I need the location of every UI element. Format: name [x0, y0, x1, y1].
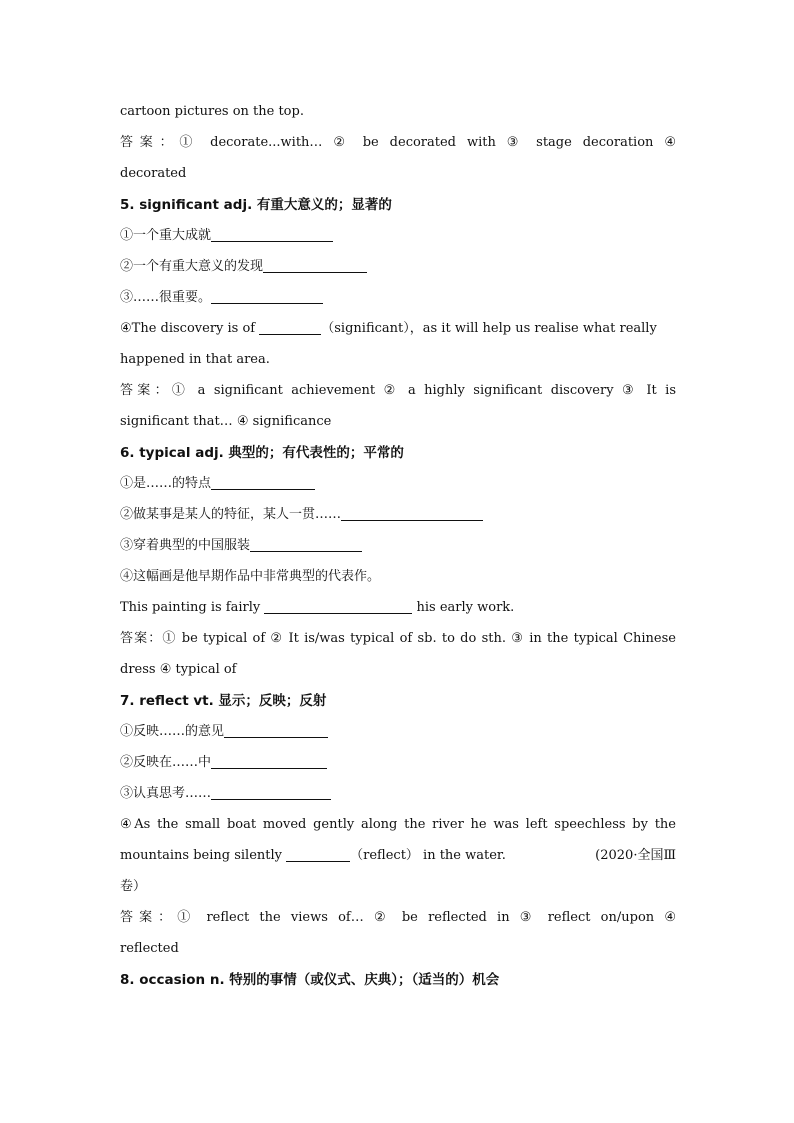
- heading-text: 7. reflect vt. 显示；反映；反射: [120, 693, 327, 709]
- exercise-line: [120, 720, 676, 751]
- exercise-text: ①一个重大成就: [120, 228, 212, 243]
- line-text: significant that… ④ significance: [120, 414, 332, 429]
- exercise-line: [120, 472, 676, 503]
- document-content: [120, 100, 676, 999]
- line-text: reflected: [120, 941, 179, 956]
- exercise-text: ②做某事是某人的特征，某人一贯……: [120, 507, 342, 522]
- answer-blank[interactable]: [211, 752, 327, 769]
- answer-blank[interactable]: [211, 225, 333, 242]
- vocab-heading: [120, 968, 676, 999]
- answer-text: 答案：① be typical of ② It is/was typical of sb. to do sth. ③ in the typical Chinese: [120, 631, 676, 646]
- exercise-text: ④As the small boat moved gently along the river he was left speechless by the: [120, 817, 676, 832]
- line-text: 卷）: [120, 879, 147, 894]
- exercise-text: ③穿着典型的中国服装: [120, 538, 251, 553]
- answer-blank[interactable]: [286, 845, 350, 862]
- text-line: [120, 658, 676, 689]
- text-line: [120, 348, 676, 379]
- exercise-text: This painting is fairly: [120, 600, 261, 615]
- answer-text: 答案：① a significant achievement ② a highly significant discovery ③ It is: [120, 383, 676, 398]
- answer-blank[interactable]: [224, 721, 328, 738]
- text-line: [120, 565, 676, 596]
- vocab-heading: [120, 193, 676, 224]
- line-text: cartoon pictures on the top.: [120, 104, 304, 119]
- exercise-line: [120, 751, 676, 782]
- text-line: [120, 875, 676, 906]
- line-text: happened in that area.: [120, 352, 270, 367]
- answer-line: [120, 627, 676, 658]
- exercise-line: [120, 813, 676, 844]
- exercise-line: [120, 503, 676, 534]
- exercise-text: ②一个有重大意义的发现: [120, 259, 264, 274]
- text-line: [120, 410, 676, 441]
- heading-text: 5. significant adj. 有重大意义的；显著的: [120, 197, 392, 213]
- source-citation: (2020·全国Ⅲ: [595, 848, 676, 863]
- answer-blank[interactable]: [341, 504, 483, 521]
- exercise-line: [120, 255, 676, 286]
- text-line: [120, 100, 676, 131]
- exercise-line: [120, 317, 676, 348]
- exercise-text: ③认真思考……: [120, 786, 212, 801]
- exercise-text: ④The discovery is of: [120, 321, 256, 336]
- exercise-line: [120, 286, 676, 317]
- exercise-line: [120, 534, 676, 565]
- exercise-text: mountains being silently: [120, 848, 282, 863]
- exercise-text: （reflect） in the water.: [350, 848, 506, 863]
- answer-line: [120, 131, 676, 162]
- answer-blank[interactable]: [250, 535, 362, 552]
- answer-blank[interactable]: [211, 783, 331, 800]
- exercise-line: [120, 844, 676, 875]
- answer-blank[interactable]: [264, 597, 412, 614]
- line-text: decorated: [120, 166, 187, 181]
- answer-blank[interactable]: [259, 318, 321, 335]
- answer-line: [120, 379, 676, 410]
- exercise-text: his early work.: [416, 600, 515, 615]
- exercise-text: （significant），as it will help us realise what really: [321, 321, 657, 336]
- exercise-text: ②反映在……中: [120, 755, 212, 770]
- answer-line: [120, 906, 676, 937]
- answer-text: 答案：① decorate...with… ② be decorated with ③ stage decoration ④: [120, 135, 676, 150]
- text-line: [120, 937, 676, 968]
- exercise-line: [120, 224, 676, 255]
- exercise-text: ①是……的特点: [120, 476, 212, 491]
- answer-blank[interactable]: [263, 256, 367, 273]
- exercise-text: ③……很重要。: [120, 290, 212, 305]
- heading-text: 6. typical adj. 典型的；有代表性的；平常的: [120, 445, 404, 461]
- line-text: ④这幅画是他早期作品中非常典型的代表作。: [120, 569, 381, 584]
- vocab-heading: [120, 689, 676, 720]
- answer-text: 答案：① reflect the views of… ② be reflected in ③ reflect on/upon ④: [120, 910, 676, 925]
- heading-text: 8. occasion n. 特别的事情（或仪式、庆典）；（适当的）机会: [120, 972, 500, 988]
- line-text: dress ④ typical of: [120, 662, 237, 677]
- answer-blank[interactable]: [211, 287, 323, 304]
- vocab-heading: [120, 441, 676, 472]
- exercise-line: [120, 782, 676, 813]
- answer-blank[interactable]: [211, 473, 315, 490]
- exercise-text: ①反映……的意见: [120, 724, 225, 739]
- text-line: [120, 162, 676, 193]
- exercise-line: [120, 596, 676, 627]
